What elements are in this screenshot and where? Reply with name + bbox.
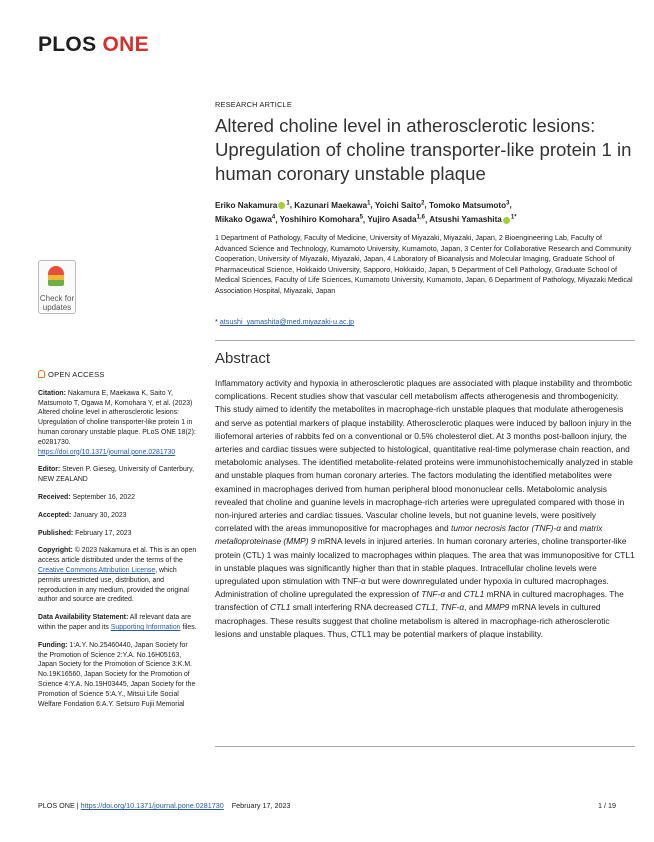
- copyright: Copyright: © 2023 Nakamura et al. This is an open access article distributed under the terms of the Creative Commons Attribution License, which permits unrestricted use, distribution, and reproduction in any medium, provided the original author and source are credited.: [38, 547, 197, 604]
- logo-one: ONE: [96, 33, 149, 56]
- funding: Funding: 1:A.Y. No.25460440, Japan Society for the Promotion of Science 2:Y.A. No.16H05163, Japan Society for the Promotion of Science 3:K.M. No.19K16560, Japan Society for the Promotion of Science 4:Y.A. No.19H03445, Japan Society for the Promotion of Science 5:A.Y., Mitsui Life Social Welfare Fondation 6:A.Y. Setsuro Fujii Memorial: [38, 641, 196, 708]
- logo-plos: PLOS: [38, 33, 97, 56]
- bookmark-icon: [48, 266, 64, 286]
- author[interactable]: Atsushi Yamashita $^{1*}$: [429, 214, 517, 225]
- footer-date: February 17, 2023: [231, 801, 291, 810]
- footer-journal: PLOS ONE: [38, 801, 75, 810]
- received-date: Received: September 16, 2022: [38, 493, 135, 501]
- divider: [215, 746, 635, 747]
- abstract-text: Inflammatory activity and hypoxia in atherosclerotic plaques are associated with plaque instability and thrombotic complications. Recent studies show that vascular cell metabolism affects atherogenesis and thrombogenicity. This study aimed to identify the metabolites in macrophage-rich unstable plaques that modulate atherogenesis and serve as potential markers of plaque instability. Atherosclerotic plaques were induced by balloon injury in the iliofemoral arteries of rabbits fed on a conventional or 0.5% cholesterol diet. At 3 months post-balloon injury, the arteries and cardiac tissues were subjected to histological, quantitative real-time polymerase chain reaction, and metabolomic analyses. The identified metabolite-related proteins were immunohistochemically analyzed in stable and unstable plaques from human coronary arteries. The factors modulating the identified metabolites were examined in macrophages derived from human peripheral blood mononuclear cells. Metabolomic analysis revealed that choline and guanine levels in macrophage-rich arteries were upregulated compared with those in non-injured arteries and cardiac tissues. Vascular choline levels, but not guanine levels, were positively correlated with the areas immunopositive for macrophages and tumor necrosis factor (TNF)-α and matrix metalloproteinase (MMP) 9 mRNA levels in injured arteries. In human coronary arteries, choline transporter-like protein (CTL) 1 was mainly localized to macrophages within plaques. The area that was immunopositive for CTL1 in unstable plaques was significantly higher than that in stable plaques. Intracellular choline levels were upregulated upon stimulation with TNF-α but were downregulated under hypoxia in cultured macrophages. Administration of choline upregulated the expression of TNF-α and CTL1 mRNA in cultured macrophages. The transfection of CTL1 small interfering RNA decreased CTL1, TNF-α, and MMP9 mRNA levels in cultured macrophages. These results suggest that choline metabolism is altered in macrophage-rich atherosclerotic lesions and unstable plaques. Thus, CTL1 may be potential markers of plaque instability.: [215, 378, 635, 639]
- author[interactable]: Mikako Ogawa$^4$: [215, 214, 276, 225]
- accepted-date: Accepted: January 30, 2023: [38, 511, 127, 519]
- author[interactable]: Eriko Nakamura $^1$: [215, 200, 290, 210]
- article-title: Altered choline level in atherosclerotic lesions: Upregulation of choline transporter-like protein 1 in human coronary unstable plaque: [215, 115, 632, 184]
- orcid-icon[interactable]: [278, 202, 285, 209]
- author-list: Eriko Nakamura $^1$, Kazunari Maekawa$^1$, Yoichi Saito$^2$, Tomoko Matsumoto$^3$, Mikako Ogawa$^4$, Yoshihiro Komohara$^5$, Yujiro Asada$^{1,6}$, Atsushi Yamashita $^{1*}$: [215, 200, 517, 225]
- citation: Citation: Nakamura E, Maekawa K, Saito Y, Matsumoto T, Ogawa M, Komohara Y, et al. (2023) Altered choline level in atherosclerotic lesions: Upregulation of choline transporter-like protein 1 in human coronary unstable plaque. PLoS ONE 18(2): e0281730. https://doi.org/10.1371/journal.pone.0281730: [38, 389, 196, 456]
- footer-doi-link[interactable]: https://doi.org/10.1371/journal.pone.0281730: [80, 801, 224, 810]
- sidebar: [38, 370, 198, 717]
- citation-doi-link[interactable]: https://doi.org/10.1371/journal.pone.0281730: [38, 448, 176, 456]
- email-link[interactable]: atsushi_yamashita@med.miyazaki-u.ac.jp: [219, 317, 355, 326]
- author[interactable]: Kazunari Maekawa$^1$: [294, 200, 371, 210]
- corresponding-email: * atsushi_yamashita@med.miyazaki-u.ac.jp: [215, 317, 355, 326]
- license-link[interactable]: Creative Commons Attribution License: [38, 566, 156, 574]
- open-access-label: OPEN ACCESS: [38, 370, 198, 380]
- page-footer: PLOS ONE | https://doi.org/10.1371/journal.pone.0281730 February 17, 2023 1 / 19: [38, 801, 616, 810]
- published-date: Published: February 17, 2023: [38, 529, 132, 537]
- divider: [215, 340, 635, 341]
- abstract-heading: Abstract: [215, 350, 271, 367]
- editor: Editor: Steven P. Gieseg, University of Canterbury, NEW ZEALAND: [38, 466, 194, 484]
- page-number: 1 / 19: [598, 801, 616, 810]
- check-for-updates-label[interactable]: Check for updates: [39, 294, 75, 312]
- journal-logo[interactable]: [38, 33, 149, 57]
- open-lock-icon: [38, 370, 45, 378]
- supporting-info-link[interactable]: Supporting Information: [110, 623, 181, 631]
- article-type: RESEARCH ARTICLE: [215, 100, 292, 109]
- affiliations: 1 Department of Pathology, Faculty of Medicine, University of Miyazaki, Miyazaki, Japan, 2 Bioengineering Lab, Faculty of Advanced Science and Technology, Kumamoto University, Kumamoto, Japan, 3 Center for Collaborative Research and Community Cooperation, University of Miyazaki, Miyazaki, Japan, 4 Laboratory of Bioanalysis and Molecular Imaging, Graduate School of Pharmaceutical Science, Hokkaido University, Sapporo, Hokkaido, Japan, 5 Department of Cell Pathology, Graduate School of Medical Sciences, Faculty of Life Sciences, Kumamoto University, Kumamoto, Japan, 6 Department of Pathology, Miyazaki Medical Association Hospital, Miyazaki, Japan: [215, 233, 633, 295]
- author[interactable]: Yoshihiro Komohara$^5$: [279, 214, 363, 225]
- author[interactable]: Tomoko Matsumoto$^3$: [428, 200, 510, 210]
- orcid-icon[interactable]: [503, 217, 510, 224]
- data-availability: Data Availability Statement: All relevant data are within the paper and its Supporting Information files.: [38, 614, 197, 631]
- author[interactable]: Yoichi Saito$^2$: [374, 200, 425, 210]
- author[interactable]: Yujiro Asada$^{1,6}$: [367, 214, 425, 225]
